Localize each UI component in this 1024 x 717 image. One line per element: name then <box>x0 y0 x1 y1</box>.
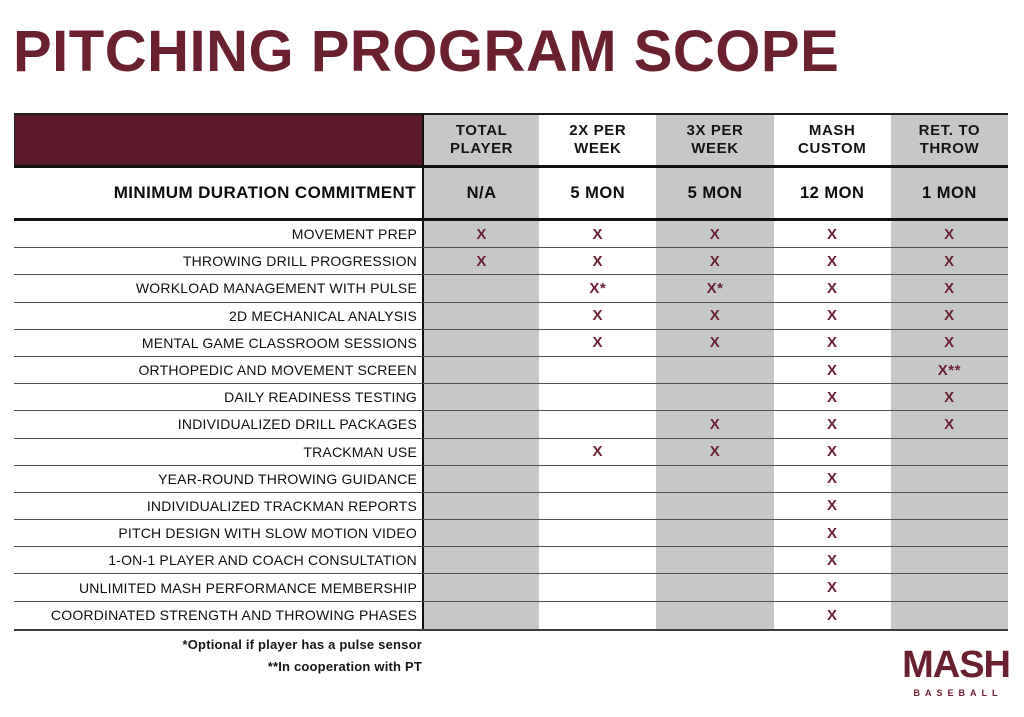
mark-cell <box>422 411 539 437</box>
mark-cell <box>422 330 539 356</box>
program-scope-table <box>14 113 1008 631</box>
mark-cell: X <box>826 252 838 270</box>
mark-cell: X <box>826 307 838 325</box>
mark-cell <box>891 574 1008 600</box>
mark-cell: X <box>826 579 838 597</box>
mark-cell: X <box>891 384 1008 410</box>
mark-cell <box>656 520 773 546</box>
mark-cell: X <box>656 439 773 465</box>
row-label: INDIVIDUALIZED TRACKMAN REPORTS <box>146 497 417 514</box>
table-row <box>14 248 1008 275</box>
mark-cell: X <box>826 606 838 624</box>
row-label: 2D MECHANICAL ANALYSIS <box>228 307 417 324</box>
table-row <box>14 275 1008 302</box>
mark-cell: X <box>826 415 838 433</box>
mark-cell: X <box>592 252 604 270</box>
mark-cell <box>422 384 539 410</box>
mark-cell: X <box>826 551 838 569</box>
footnotes <box>182 634 422 678</box>
table-row <box>14 357 1008 384</box>
footnote-pulse-sensor: *Optional if player has a pulse sensor <box>182 637 422 652</box>
mark-cell <box>656 384 773 410</box>
mark-cell: X <box>592 307 604 325</box>
mark-cell: X <box>422 221 539 247</box>
mark-cell: X <box>656 330 773 356</box>
mark-cell: X <box>891 411 1008 437</box>
mark-cell: X <box>592 334 604 352</box>
mark-cell <box>539 520 656 546</box>
mark-cell <box>539 466 656 492</box>
mark-cell <box>891 493 1008 519</box>
mark-cell <box>656 574 773 600</box>
mark-cell: X <box>656 221 773 247</box>
mark-cell <box>422 439 539 465</box>
row-label: COORDINATED STRENGTH AND THROWING PHASES <box>50 607 417 624</box>
mark-cell <box>539 384 656 410</box>
mash-baseball-logo <box>902 646 1010 698</box>
mark-cell: X <box>826 279 838 297</box>
mark-cell <box>891 547 1008 573</box>
table-row <box>14 574 1008 601</box>
table-row <box>14 520 1008 547</box>
table-row <box>14 439 1008 466</box>
table-header-row <box>14 115 1008 168</box>
column-header-4: RET. TO THROW <box>891 115 1008 165</box>
mark-cell: X <box>826 388 838 406</box>
mark-cell: X <box>891 303 1008 329</box>
table-row <box>14 547 1008 574</box>
row-label: 1-ON-1 PLAYER AND COACH CONSULTATION <box>108 552 417 569</box>
mark-cell <box>891 439 1008 465</box>
duration-value-1: 5 MON <box>570 183 626 202</box>
row-label: DAILY READINESS TESTING <box>224 389 417 406</box>
mark-cell: X <box>422 248 539 274</box>
row-label: WORKLOAD MANAGEMENT WITH PULSE <box>135 280 417 297</box>
table-row <box>14 411 1008 438</box>
mark-cell <box>539 493 656 519</box>
row-label: UNLIMITED MASH PERFORMANCE MEMBERSHIP <box>79 579 417 596</box>
mark-cell <box>891 602 1008 629</box>
mark-cell: X* <box>656 275 773 301</box>
mark-cell <box>422 493 539 519</box>
row-label: YEAR-ROUND THROWING GUIDANCE <box>158 470 417 487</box>
logo-subtext: BASEBALL <box>913 688 1003 698</box>
mark-cell <box>539 411 656 437</box>
mark-cell <box>422 547 539 573</box>
column-header-0: TOTAL PLAYER <box>422 115 539 165</box>
mark-cell: X <box>656 411 773 437</box>
table-row <box>14 384 1008 411</box>
mark-cell <box>656 547 773 573</box>
mark-cell: X <box>826 225 838 243</box>
table-row <box>14 602 1008 629</box>
duration-commitment-row <box>14 168 1008 221</box>
row-label: MENTAL GAME CLASSROOM SESSIONS <box>141 334 417 351</box>
mark-cell <box>422 275 539 301</box>
mark-cell <box>539 357 656 383</box>
mark-cell: X <box>891 330 1008 356</box>
logo-wordmark: MASH <box>902 644 1010 686</box>
row-label: INDIVIDUALIZED DRILL PACKAGES <box>177 416 417 433</box>
column-header-1: 2X PER WEEK <box>569 122 627 157</box>
mark-cell: X <box>656 248 773 274</box>
table-row <box>14 330 1008 357</box>
duration-row-label: MINIMUM DURATION COMMITMENT <box>113 183 416 202</box>
mark-cell: X <box>891 275 1008 301</box>
header-maroon-block <box>14 115 422 165</box>
mark-cell: X <box>826 497 838 515</box>
mark-cell <box>656 466 773 492</box>
mark-cell <box>422 574 539 600</box>
mark-cell <box>422 357 539 383</box>
mark-cell: X* <box>589 279 607 297</box>
duration-value-2: 5 MON <box>656 168 773 218</box>
table-row <box>14 466 1008 493</box>
mark-cell <box>422 602 539 629</box>
mark-cell: X <box>826 334 838 352</box>
mark-cell: X <box>826 443 838 461</box>
mark-cell: X <box>891 248 1008 274</box>
row-label: PITCH DESIGN WITH SLOW MOTION VIDEO <box>118 525 417 542</box>
duration-value-0: N/A <box>422 168 539 218</box>
duration-value-4: 1 MON <box>891 168 1008 218</box>
mark-cell: X <box>826 524 838 542</box>
row-label: MOVEMENT PREP <box>291 226 417 243</box>
row-label: ORTHOPEDIC AND MOVEMENT SCREEN <box>138 362 417 379</box>
row-label: THROWING DRILL PROGRESSION <box>182 253 417 270</box>
mark-cell <box>422 520 539 546</box>
footnote-pt-cooperation: **In cooperation with PT <box>267 659 422 674</box>
mark-cell <box>656 602 773 629</box>
mark-cell: X <box>826 361 838 379</box>
mark-cell <box>656 357 773 383</box>
column-header-3: MASH CUSTOM <box>798 122 867 157</box>
duration-value-3: 12 MON <box>799 183 865 202</box>
mark-cell <box>656 493 773 519</box>
mark-cell: X** <box>891 357 1008 383</box>
mark-cell <box>539 547 656 573</box>
mark-cell: X <box>656 303 773 329</box>
mark-cell <box>891 466 1008 492</box>
column-header-2: 3X PER WEEK <box>656 115 773 165</box>
table-row <box>14 221 1008 248</box>
mark-cell <box>422 303 539 329</box>
mark-cell <box>539 574 656 600</box>
table-row <box>14 303 1008 330</box>
mark-cell <box>422 466 539 492</box>
mark-cell: X <box>891 221 1008 247</box>
mark-cell: X <box>592 225 604 243</box>
mark-cell <box>891 520 1008 546</box>
row-label: TRACKMAN USE <box>303 443 417 460</box>
mark-cell: X <box>826 470 838 488</box>
table-row <box>14 493 1008 520</box>
mark-cell: X <box>592 443 604 461</box>
mark-cell <box>539 602 656 629</box>
page-title: PITCHING PROGRAM SCOPE <box>13 19 840 84</box>
